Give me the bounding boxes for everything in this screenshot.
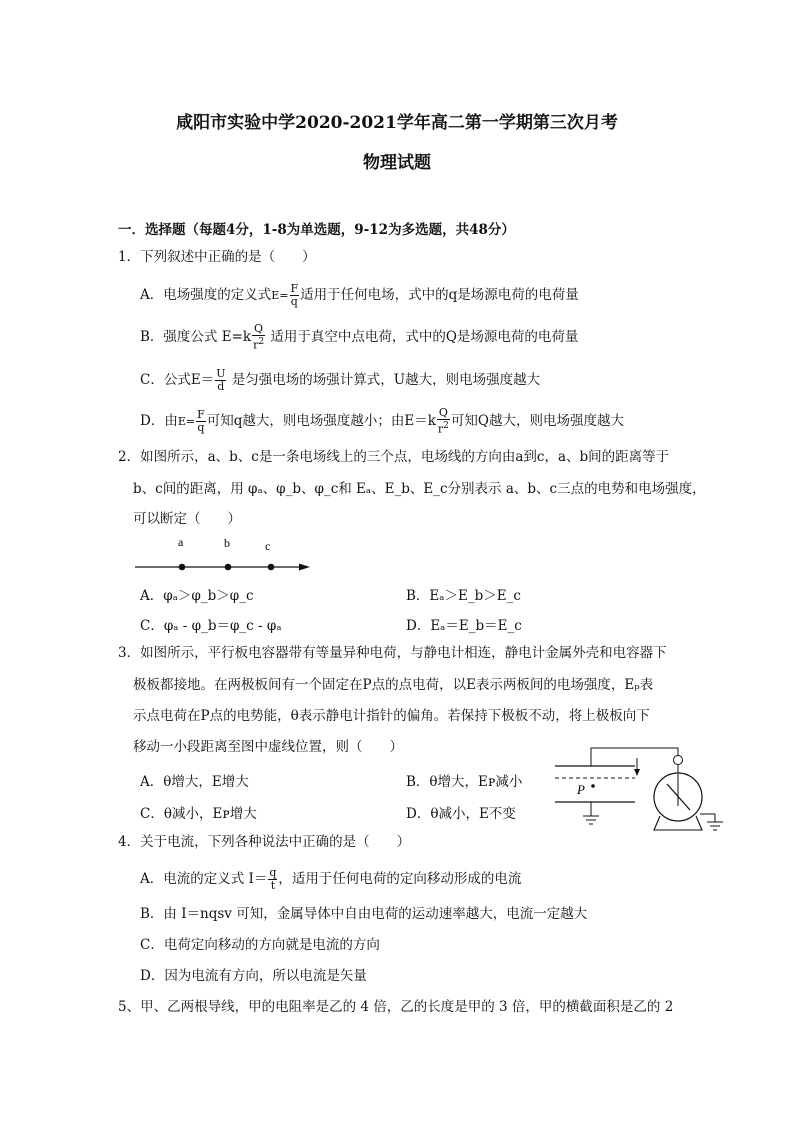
q3-electrometer-knob <box>674 756 683 765</box>
q3-capacitor-figure <box>545 742 735 842</box>
q1-d-den2 <box>437 420 450 436</box>
q5-line1: 5、甲、乙两根导线，甲的电阻率是乙的 4 倍，乙的长度是甲的 3 倍，甲的横截面积是乙的 2 <box>118 999 674 1015</box>
q4-option-d: D．因为电流有方向，所以电流是矢量 <box>140 968 367 984</box>
q2-line3: 可以断定（ ） <box>133 511 241 527</box>
q2-option-d: D．Eₐ＝E_b＝E_c <box>406 618 522 634</box>
q4-a-fraction <box>268 867 277 892</box>
q1-c-post: 是匀强电场的场强计算式，U越大，则电场强度越大 <box>227 372 541 388</box>
q1-c-pre: C．公式E＝ <box>140 372 215 388</box>
q1-a-eq: E= <box>271 289 289 302</box>
q1-a-num: F <box>290 282 299 295</box>
q1-option-b <box>140 323 578 352</box>
q1-b-exp: 2 <box>258 337 265 347</box>
q2-option-a: A．φₐ＞φ_b＞φ_c <box>140 588 254 604</box>
q1-d-num2: Q <box>438 406 448 419</box>
q1-d-mid: 可知q越大，则电场强度越小；由E＝k <box>206 412 436 429</box>
q2-line2: b、c间的距离，用 φₐ、φ_b、φ_c和 Eₐ、E_b、E_c分别表示 a、b、c三点的电势和电场强度， <box>133 481 706 497</box>
q3-option-a: A．θ增大，E增大 <box>140 774 249 790</box>
q1-option-d <box>140 407 624 436</box>
q1-d-post: 可知Q越大，则电场强度越大 <box>450 412 624 429</box>
q1-d-num1: F <box>197 407 205 421</box>
q1-option-c <box>140 368 540 393</box>
q1-c-fraction <box>215 368 226 393</box>
q2-label-a: a <box>178 535 184 549</box>
q4-a-num: q <box>269 866 277 879</box>
q2-option-c: C．φₐ - φ_b＝φ_c - φₐ <box>140 618 282 634</box>
q4-a-den: t <box>270 879 276 892</box>
q3-option-c: C．θ减小，Eᴘ增大 <box>140 806 257 822</box>
q2-field-line-figure <box>133 533 313 577</box>
q3-option-d: D．θ减小，E不变 <box>406 806 516 822</box>
q1-d-eq1: E= <box>177 414 196 428</box>
q3-line4: 移动一小段距离至图中虚线位置，则（ ） <box>133 739 403 755</box>
q2-point-a <box>179 564 186 571</box>
q1-d-den2-r: r <box>437 422 444 436</box>
q1-b-den <box>252 336 265 352</box>
q1-b-pre: B．强度公式 E=k <box>140 328 252 345</box>
q1-b-den-r: r <box>253 338 259 352</box>
q4-option-c: C．电荷定向移动的方向就是电流的方向 <box>140 937 380 953</box>
q2-label-b: b <box>224 536 230 550</box>
q1-a-pre: A．电场强度的定义式 <box>140 287 272 303</box>
q3-line2: 极板都接地。在两极板间有一个固定在P点的点电荷，以E表示两板间的电场强度，Eₚ表 <box>133 677 654 693</box>
q1-c-den: d <box>217 380 225 393</box>
q3-line3: 示点电荷在P点的电势能，θ表示静电计指针的偏角。若保持下极板不动，将上极板向下 <box>133 708 650 724</box>
q4-option-a <box>140 867 521 892</box>
q4-option-b: B．由 I＝nqsv 可知，金属导体中自由电荷的运动速率越大，电流一定越大 <box>140 906 588 922</box>
q3-option-b: B．θ增大，Eᴘ减小 <box>406 774 523 790</box>
q3-line1: 3．如图所示，平行板电容器带有等量异种电荷，与静电计相连，静电计金属外壳和电容器下 <box>118 645 667 661</box>
q2-point-b <box>225 564 232 571</box>
q1-option-a <box>140 283 579 308</box>
page-subtitle: 物理试题 <box>363 153 431 173</box>
q1-a-fraction <box>290 283 300 308</box>
q2-point-c <box>268 564 275 571</box>
q4-a-pre: A．电流的定义式 I＝ <box>140 871 268 887</box>
q1-b-num: Q <box>254 322 264 335</box>
q2-label-c: c <box>265 539 271 553</box>
q3-move-arrow-head <box>634 769 640 776</box>
q1-b-post: 适用于真空中点电荷，式中的Q是场源电荷的电荷量 <box>266 328 579 345</box>
q1-stem: 1．下列叙述中正确的是（ ） <box>118 249 316 265</box>
q1-d-den1: q <box>197 420 205 434</box>
q1-c-num: U <box>216 367 226 380</box>
q3-point-p <box>591 784 595 788</box>
q1-d-pre: D．由 <box>140 412 178 429</box>
q1-d-exp2: 2 <box>443 421 449 431</box>
q2-option-b: B．Eₐ＞E_b＞E_c <box>406 588 521 604</box>
section-heading: 一．选择题（每题4分，1-8为单选题，9-12为多选题，共48分） <box>118 222 515 238</box>
q4-a-post: ，适用于任何电荷的定向移动形成的电流 <box>278 871 522 887</box>
q1-a-den: q <box>290 295 298 308</box>
q1-a-post: 适用于任何电场，式中的q是场源电荷的电荷量 <box>300 287 579 303</box>
q4-stem: 4．关于电流，下列各种说法中正确的是（ ） <box>118 834 411 850</box>
q1-b-fraction <box>252 323 265 352</box>
q2-arrow-head <box>299 564 310 571</box>
q1-d-fraction1 <box>196 409 206 434</box>
q2-line1: 2．如图所示，a、b、c是一条电场线上的三个点，电场线的方向由a到c，a、b间的距离等于 <box>118 449 670 465</box>
q3-case-ground-wire <box>700 814 715 822</box>
q3-top-wire <box>591 748 678 766</box>
q1-d-fraction2 <box>437 407 450 436</box>
page-title: 咸阳市实验中学2020-2021学年高二第一学期第三次月考 <box>176 113 618 133</box>
q3-point-label: P <box>577 782 585 797</box>
